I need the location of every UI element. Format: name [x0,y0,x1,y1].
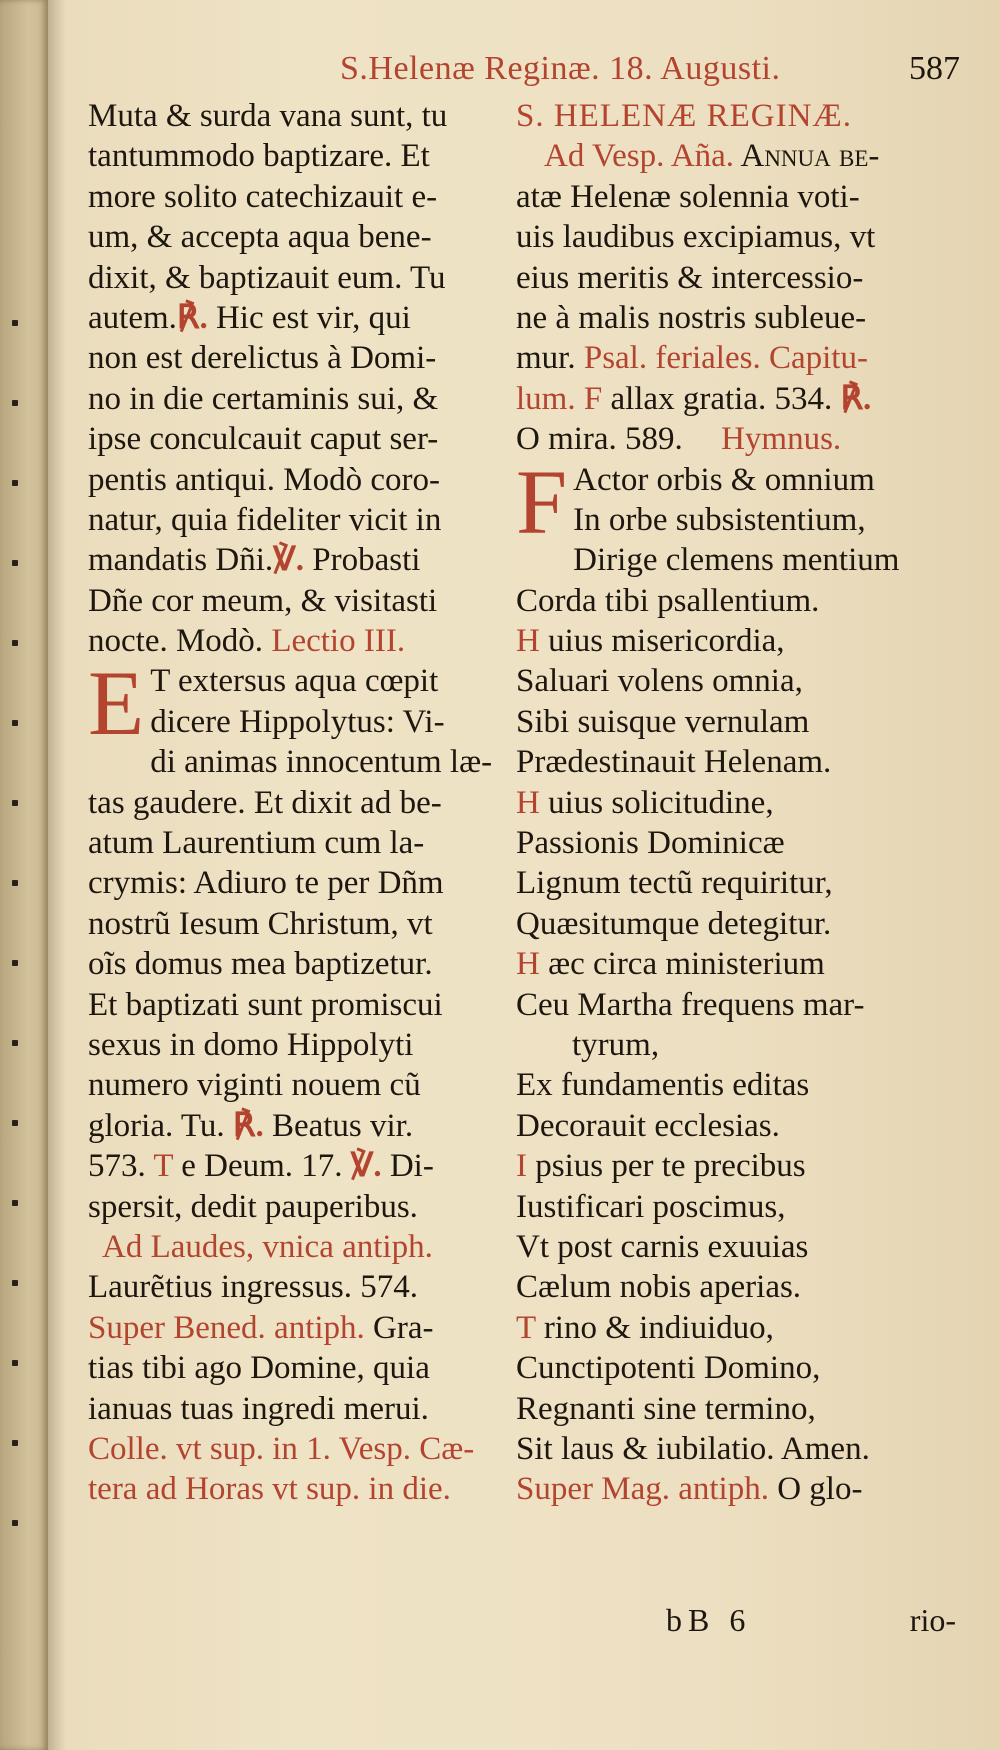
text-line [516,136,956,176]
running-title: S.Helenæ Reginæ. 18. Augusti. [340,50,781,87]
gutter-mark [12,480,18,486]
text-line: Saluari volens omnia, [516,663,803,700]
gutter-mark [12,800,18,806]
gutter-mark [12,1440,18,1446]
text-line: Sit laus & iubilatio. Amen. [516,1430,870,1467]
text-line [516,379,956,419]
gutter-mark [12,1120,18,1126]
text-line: Ceu Martha frequens mar- [516,986,865,1023]
rubric-initial: T [153,1148,173,1185]
signature-mark: bB 6 [666,1602,752,1638]
text-line: tias tibi ago Domine, quia [88,1350,430,1387]
catchword: rio- [909,1602,956,1638]
text-span: æc circa ministerium [539,946,825,983]
stanza-initial: I [516,1148,527,1185]
text-line: natur, quia fideliter vicit in [88,501,442,538]
text-line [516,338,956,378]
versicle-symbol: ℣. [350,1148,382,1185]
text-line [516,1146,956,1186]
page-gutter [0,0,48,1750]
feast-title: S. HELENÆ REGINÆ. [516,98,852,134]
gutter-mark [12,720,18,726]
text-span: mur. [516,340,584,377]
text-line: crymis: Adiuro te per Dñm [88,865,444,902]
text-line [88,1106,493,1146]
drop-capital: F [516,450,568,553]
text-line: uis laudibus excipiamus, vt [516,219,876,256]
text-line: spersit, dedit pauperibus. [88,1188,418,1225]
drop-capital: E [88,652,145,755]
text-line: dixit, & baptizauit eum. Tu [88,259,446,296]
text-line: Vt post carnis exuuias [516,1228,809,1265]
text-line [516,419,956,459]
text-line [516,783,956,823]
text-line [516,1469,956,1509]
text-span: allax gratia. 534. [602,380,841,417]
text-line: more solito catechizauit e- [88,178,438,215]
rubric-line: Colle. vt sup. in 1. Vesp. Cæ- [88,1430,475,1467]
text-line [516,944,956,984]
text-line: Prædestinauit Helenam. [516,744,832,781]
text-line: Muta & surda vana sunt, tu [88,98,448,134]
text-span: nocte. Modò. [88,623,272,660]
text-line [88,540,493,580]
text-span: Di- [381,1148,434,1185]
text-span: O glo- [768,1471,863,1508]
response-symbol: ℟. [232,1107,264,1144]
text-line: pentis antiqui. Modò coro- [88,461,440,498]
text-span: O mira. 589. [516,421,692,458]
rubric-span: Super Mag. antiph. [516,1471,769,1508]
rubric-span: Ad Vesp. Aña. [544,138,735,175]
text-span: 573. [88,1148,154,1185]
text-line: Ex fundamentis editas [516,1067,810,1104]
rubric-line: tera ad Horas vt sup. in die. [88,1471,451,1508]
text-line: Laurẽtius ingressus. 574. [88,1269,418,1306]
text-span: psius per te precibus [527,1148,806,1185]
text-line: non est derelictus à Domi- [88,340,437,377]
text-line: Iustificari poscimus, [516,1188,786,1225]
versicle-symbol: ℣. [273,542,304,579]
text-line: Regnanti sine termino, [516,1390,816,1427]
text-line: atæ Helenæ solennia voti- [516,178,860,215]
text-line: tyrum, [572,1027,660,1063]
text-line: Quæsitumque detegitur. [516,905,832,942]
text-line: no in die certaminis sui, & [88,380,439,417]
text-line: ipse conculcauit caput ser- [88,421,439,458]
text-span: e Deum. 17. [172,1148,351,1185]
text-line: Dñe cor meum, & visitasti [88,582,438,619]
gutter-mark [12,1280,18,1286]
left-column [88,96,493,1510]
response-symbol: ℟. [840,380,872,417]
text-span: Hic est vir, qui [207,299,411,336]
text-span: uius misericordia, [539,623,785,660]
gutter-mark [12,960,18,966]
rubric-span: lum. F [516,380,603,417]
text-line: tantummodo baptizare. Et [88,138,430,175]
text-line: Sibi suisque vernulam [516,703,810,740]
lectio-opening [88,652,493,755]
gutter-mark [12,1200,18,1206]
text-line: atum Laurentium cum la- [88,825,425,862]
gutter-mark [12,1520,18,1526]
text-span: Annua be- [734,138,880,175]
text-line: Cunctipotenti Domino, [516,1350,821,1387]
text-line [88,298,493,338]
gutter-mark [12,1040,18,1046]
gutter-mark [12,320,18,326]
rubric-hymnus: Hymnus. [721,421,842,458]
text-line: sexus in domo Hippolyti [88,1027,414,1063]
text-line: um, & accepta aqua bene- [88,219,432,256]
text-span: Gra- [364,1309,434,1346]
text-span: autem. [88,299,177,336]
rubric-span: Super Bened. antiph. [88,1309,365,1346]
text-span: uius solicitudine, [539,784,774,821]
page-fold-shadow [48,0,66,1750]
text-line: T extersus aqua cœpit [150,663,439,700]
response-symbol: ℟. [176,299,208,336]
gutter-mark [12,1360,18,1366]
stanza-initial: T [516,1309,536,1346]
text-line: Dirige clemens mentium [573,542,900,579]
rubric-span: Psal. feriales. Capitu- [583,340,868,377]
text-span: rino & indiuiduo, [535,1309,774,1346]
text-line [88,1146,493,1186]
gutter-mark [12,400,18,406]
text-line: oĩs domus mea baptizetur. [88,946,433,983]
stanza-initial: H [516,946,540,983]
text-line: ne à malis nostris subleue- [516,299,867,336]
text-line: Cælum nobis aperias. [516,1269,802,1306]
text-line [516,621,956,661]
text-line: dicere Hippolytus: Vi- [150,703,445,740]
text-line: numero viginti nouem cũ [88,1067,421,1104]
text-line: Actor orbis & omnium [573,461,875,498]
gutter-mark [12,880,18,886]
text-span: Probasti [303,542,421,579]
text-line: tas gaudere. Et dixit ad be- [88,784,442,821]
stanza-initial: H [516,623,540,660]
text-line [88,1308,493,1348]
text-line: Passionis Dominicæ [516,825,785,862]
text-line: Lignum tectũ requiritur, [516,865,833,902]
text-line: ianuas tuas ingredi merui. [88,1390,429,1427]
text-line [88,621,493,661]
text-line: Corda tibi psallentium. [516,582,820,619]
text-span: Beatus vir. [263,1107,414,1144]
gutter-mark [12,560,18,566]
text-line: Et baptizati sunt promiscui [88,986,443,1023]
page-number: 587 [909,50,960,87]
text-line: nostrũ Iesum Christum, vt [88,905,433,942]
text-line [516,1308,956,1348]
rubric-line: Ad Laudes, vnica antiph. [102,1228,433,1265]
text-line: di animas innocentum læ- [150,744,493,781]
text-line: Decorauit ecclesias. [516,1107,780,1144]
page-footer [516,1602,956,1644]
rubric-lectio: Lectio III. [271,623,406,660]
text-span: gloria. Tu. [88,1107,233,1144]
hymn-opening [516,450,956,553]
text-span: mandatis Dñi. [88,542,274,579]
page-header [60,50,960,98]
right-column [516,96,956,1510]
stanza-initial: H [516,784,540,821]
text-line: eius meritis & intercessio- [516,259,864,296]
text-line: In orbe subsistentium, [573,501,866,538]
gutter-mark [12,640,18,646]
